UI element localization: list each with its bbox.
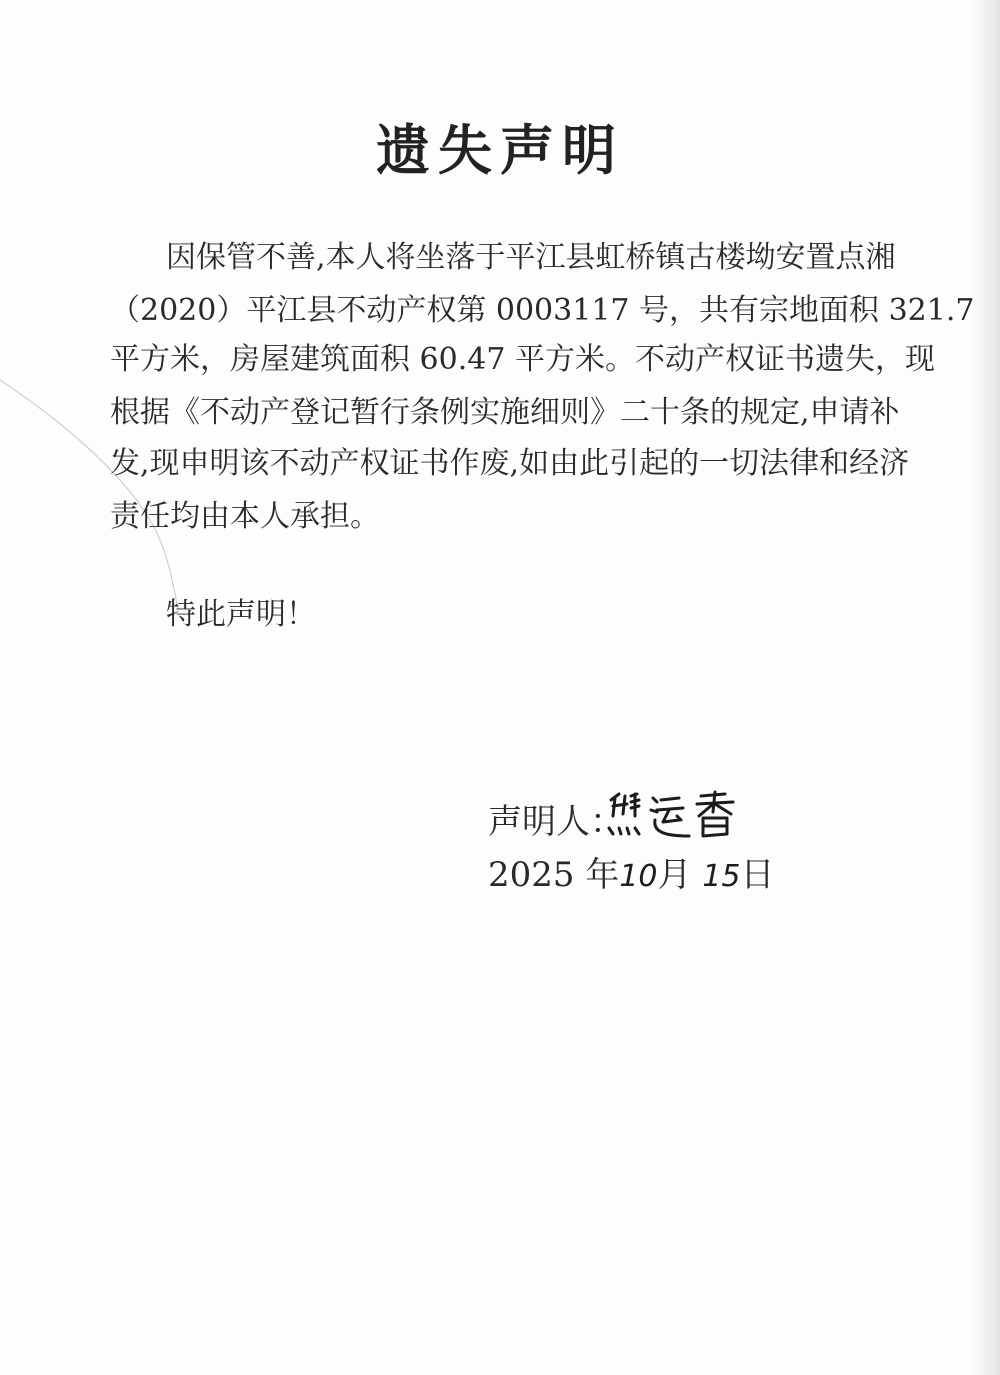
body-line-5: 发,现申明该不动产权证书作废,如由此引起的一切法律和经济 [110, 446, 910, 481]
date-year: 2025 [488, 855, 575, 895]
date-year-suffix: 年 [585, 855, 620, 895]
body-line-2: （2020）平江县不动产权第 0003117 号，共有宗地面积 321.7 [110, 293, 975, 328]
body-line-3: 平方米，房屋建筑面积 60.47 平方米。不动产权证书遗失，现 [110, 342, 935, 377]
closing-statement: 特此声明！ [166, 597, 316, 632]
document-title: 遗失声明 [376, 118, 624, 182]
body-line-1: 因保管不善,本人将坐落于平江县虹桥镇古楼坳安置点湘 [166, 240, 896, 275]
date-day-suffix: 日 [740, 855, 775, 895]
scan-edge [972, 0, 1000, 1375]
date-line [488, 847, 775, 896]
date-day-handwritten: 15 [702, 859, 741, 894]
signature-name: 熊运香 [605, 790, 608, 791]
body-line-4: 根据《不动产登记暂行条例实施细则》二十条的规定,申请补 [110, 395, 900, 430]
body-line-6: 责任均由本人承担。 [110, 499, 380, 534]
handwritten-signature [605, 790, 745, 846]
date-month-suffix: 月 [657, 855, 692, 895]
date-month-handwritten: 10 [619, 859, 658, 894]
declarant-label: 声明人： [488, 802, 624, 842]
